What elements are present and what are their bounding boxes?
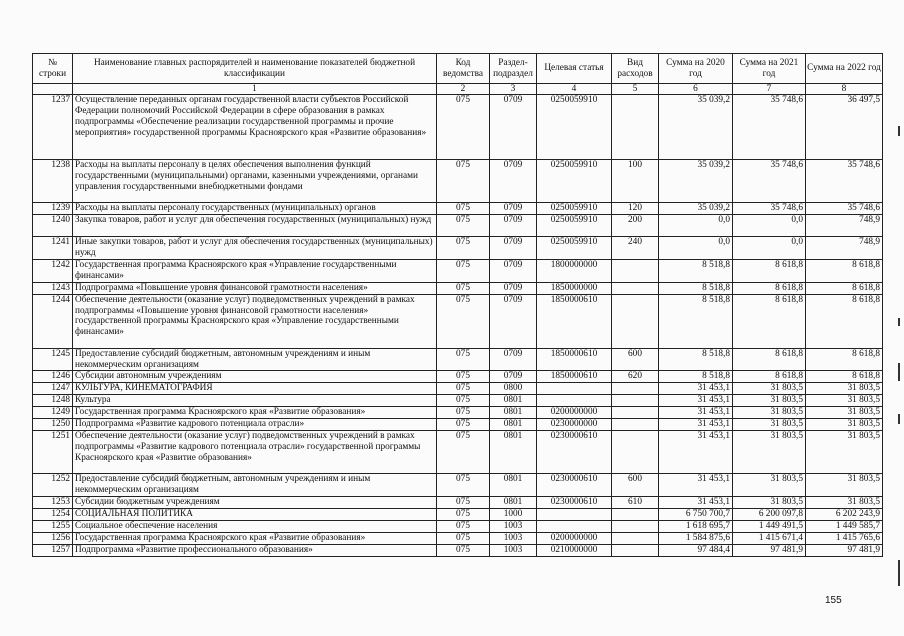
sum-2020: 35 039,2 — [659, 95, 733, 160]
sum-2021: 8 618,8 — [733, 348, 806, 371]
row-number: 1239 — [33, 203, 73, 215]
row-number: 1252 — [33, 474, 73, 497]
department-code: 075 — [437, 259, 490, 282]
target-article: 0230000610 — [537, 431, 612, 474]
table-row — [33, 509, 883, 521]
table-row — [33, 294, 883, 348]
row-name: Субсидии бюджетным учреждениям — [73, 497, 437, 509]
target-article: 0210000000 — [537, 545, 612, 557]
table-row — [33, 407, 883, 419]
section-code: 0709 — [490, 259, 537, 282]
sum-2022: 748,9 — [806, 215, 883, 237]
row-name: Расходы на выплаты персоналу в целях обеспечения выполнения функций государственными (муниципальными) органами, казенными учреждениями, органами управления государственными внебюджетными фондами — [73, 160, 437, 203]
section-code: 1000 — [490, 509, 537, 521]
row-name: Закупка товаров, работ и услуг для обеспечения государственных (муниципальных) нужд — [73, 215, 437, 237]
column-number: 4 — [537, 84, 612, 95]
row-number: 1251 — [33, 431, 73, 474]
row-number: 1256 — [33, 533, 73, 545]
sum-2020: 1 618 695,7 — [659, 521, 733, 533]
target-article — [537, 383, 612, 395]
row-number: 1255 — [33, 521, 73, 533]
section-code: 0801 — [490, 431, 537, 474]
sum-2021: 8 618,8 — [733, 294, 806, 348]
row-number: 1240 — [33, 215, 73, 237]
section-code: 0801 — [490, 395, 537, 407]
row-name: Обеспечение деятельности (оказание услуг) подведомственных учреждений в рамках подпрограммы «Повышение уровня финансовой грамотности населения» государственной программы Красноярского края «Управление государственными финансами» — [73, 294, 437, 348]
sum-2020: 31 453,1 — [659, 395, 733, 407]
sum-2021: 31 803,5 — [733, 419, 806, 431]
department-code: 075 — [437, 419, 490, 431]
table-header-row — [33, 54, 883, 84]
expense-type: 240 — [612, 237, 659, 260]
page-number: 155 — [825, 595, 842, 606]
sum-2020: 8 518,8 — [659, 259, 733, 282]
table-row — [33, 160, 883, 203]
section-code: 1003 — [490, 545, 537, 557]
scan-margin-mark — [898, 318, 900, 326]
budget-table — [32, 53, 883, 557]
column-number: 1 — [73, 84, 437, 95]
row-number: 1249 — [33, 407, 73, 419]
expense-type — [612, 521, 659, 533]
sum-2020: 0,0 — [659, 215, 733, 237]
target-article — [537, 521, 612, 533]
row-name: Государственная программа Красноярского края «Развитие образования» — [73, 407, 437, 419]
header-sum-2021: Сумма на 2021 год — [733, 54, 806, 84]
sum-2020: 31 453,1 — [659, 419, 733, 431]
target-article: 0200000000 — [537, 533, 612, 545]
target-article: 0250059910 — [537, 203, 612, 215]
row-number: 1243 — [33, 282, 73, 294]
section-code: 0800 — [490, 383, 537, 395]
department-code: 075 — [437, 407, 490, 419]
target-article: 0200000000 — [537, 407, 612, 419]
row-name: Осуществление переданных органам государственной власти субъектов Российской Федерации полномочий Российской Федерации в сфере образования в рамках подпрограммы «Обеспечение реализации государственной программы и прочие мероприятия» государственной программы Красноярского края «Развитие образования» — [73, 95, 437, 160]
expense-type — [612, 407, 659, 419]
row-name: Иные закупки товаров, работ и услуг для обеспечения государственных (муниципальных) нужд — [73, 237, 437, 260]
sum-2021: 35 748,6 — [733, 203, 806, 215]
expense-type — [612, 545, 659, 557]
target-article: 1850000610 — [537, 371, 612, 383]
sum-2022: 31 803,5 — [806, 474, 883, 497]
sum-2020: 35 039,2 — [659, 203, 733, 215]
expense-type — [612, 509, 659, 521]
expense-type: 610 — [612, 497, 659, 509]
table-row — [33, 395, 883, 407]
target-article: 0250059910 — [537, 237, 612, 260]
expense-type: 600 — [612, 474, 659, 497]
section-code: 0709 — [490, 215, 537, 237]
sum-2020: 35 039,2 — [659, 160, 733, 203]
target-article: 1800000000 — [537, 259, 612, 282]
department-code: 075 — [437, 431, 490, 474]
sum-2020: 6 750 700,7 — [659, 509, 733, 521]
row-name: Расходы на выплаты персоналу государственных (муниципальных) органов — [73, 203, 437, 215]
column-number: 2 — [437, 84, 490, 95]
sum-2022: 1 415 765,6 — [806, 533, 883, 545]
row-name: Подпрограмма «Развитие профессионального образования» — [73, 545, 437, 557]
table-row — [33, 237, 883, 260]
scan-margin-mark — [898, 126, 900, 136]
section-code: 0709 — [490, 95, 537, 160]
sum-2020: 8 518,8 — [659, 282, 733, 294]
row-number: 1257 — [33, 545, 73, 557]
target-article: 1850000610 — [537, 294, 612, 348]
row-name: Культура — [73, 395, 437, 407]
table-row — [33, 348, 883, 371]
header-row-number: № строки — [33, 54, 73, 84]
sum-2020: 31 453,1 — [659, 497, 733, 509]
row-name: Предоставление субсидий бюджетным, автономным учреждениям и иным некоммерческим организациям — [73, 348, 437, 371]
expense-type — [612, 533, 659, 545]
table-row — [33, 431, 883, 474]
department-code: 075 — [437, 203, 490, 215]
row-name: СОЦИАЛЬНАЯ ПОЛИТИКА — [73, 509, 437, 521]
department-code: 075 — [437, 237, 490, 260]
sum-2021: 31 803,5 — [733, 474, 806, 497]
sum-2020: 31 453,1 — [659, 474, 733, 497]
sum-2022: 6 202 243,9 — [806, 509, 883, 521]
section-code: 0709 — [490, 348, 537, 371]
row-name: Подпрограмма «Повышение уровня финансовой грамотности населения» — [73, 282, 437, 294]
section-code: 0709 — [490, 282, 537, 294]
sum-2022: 8 618,8 — [806, 282, 883, 294]
sum-2021: 31 803,5 — [733, 407, 806, 419]
sum-2021: 6 200 097,8 — [733, 509, 806, 521]
department-code: 075 — [437, 509, 490, 521]
sum-2021: 8 618,8 — [733, 259, 806, 282]
header-expense-type: Вид расходов — [612, 54, 659, 84]
sum-2020: 97 484,4 — [659, 545, 733, 557]
sum-2022: 8 618,8 — [806, 294, 883, 348]
sum-2021: 35 748,6 — [733, 95, 806, 160]
table-row — [33, 259, 883, 282]
sum-2022: 35 748,6 — [806, 160, 883, 203]
table-row — [33, 371, 883, 383]
sum-2020: 8 518,8 — [659, 371, 733, 383]
sum-2021: 0,0 — [733, 215, 806, 237]
expense-type — [612, 431, 659, 474]
sum-2022: 31 803,5 — [806, 497, 883, 509]
sum-2021: 31 803,5 — [733, 395, 806, 407]
table-row — [33, 521, 883, 533]
expense-type — [612, 294, 659, 348]
sum-2022: 36 497,5 — [806, 95, 883, 160]
department-code: 075 — [437, 348, 490, 371]
sum-2022: 31 803,5 — [806, 383, 883, 395]
header-department-code: Код ведомства — [437, 54, 490, 84]
sum-2021: 8 618,8 — [733, 371, 806, 383]
sum-2020: 8 518,8 — [659, 348, 733, 371]
target-article: 1850000610 — [537, 348, 612, 371]
table-body — [33, 95, 883, 557]
department-code: 075 — [437, 497, 490, 509]
row-name: Социальное обеспечение населения — [73, 521, 437, 533]
sum-2022: 31 803,5 — [806, 407, 883, 419]
sum-2020: 8 518,8 — [659, 294, 733, 348]
department-code: 075 — [437, 160, 490, 203]
section-code: 0801 — [490, 407, 537, 419]
row-number: 1248 — [33, 395, 73, 407]
expense-type — [612, 259, 659, 282]
section-code: 0709 — [490, 237, 537, 260]
column-number — [33, 84, 73, 95]
row-number: 1250 — [33, 419, 73, 431]
row-name: Субсидии автономным учреждениям — [73, 371, 437, 383]
header-sum-2022: Сумма на 2022 год — [806, 54, 883, 84]
target-article: 0230000000 — [537, 419, 612, 431]
sum-2021: 31 803,5 — [733, 431, 806, 474]
header-section: Раздел-подраздел — [490, 54, 537, 84]
sum-2022: 35 748,6 — [806, 203, 883, 215]
department-code: 075 — [437, 282, 490, 294]
sum-2020: 31 453,1 — [659, 407, 733, 419]
row-number: 1245 — [33, 348, 73, 371]
target-article: 1850000000 — [537, 282, 612, 294]
scan-margin-mark — [898, 414, 900, 424]
sum-2022: 748,9 — [806, 237, 883, 260]
department-code: 075 — [437, 533, 490, 545]
target-article: 0230000610 — [537, 497, 612, 509]
sum-2021: 1 415 671,4 — [733, 533, 806, 545]
sum-2022: 31 803,5 — [806, 395, 883, 407]
column-number: 6 — [659, 84, 733, 95]
department-code: 075 — [437, 215, 490, 237]
sum-2022: 31 803,5 — [806, 419, 883, 431]
expense-type — [612, 383, 659, 395]
expense-type — [612, 95, 659, 160]
department-code: 075 — [437, 395, 490, 407]
sum-2021: 35 748,6 — [733, 160, 806, 203]
table-row — [33, 419, 883, 431]
expense-type: 600 — [612, 348, 659, 371]
section-code: 0801 — [490, 419, 537, 431]
row-number: 1247 — [33, 383, 73, 395]
row-number: 1237 — [33, 95, 73, 160]
column-number: 8 — [806, 84, 883, 95]
department-code: 075 — [437, 521, 490, 533]
expense-type: 100 — [612, 160, 659, 203]
department-code: 075 — [437, 294, 490, 348]
scan-margin-mark — [898, 363, 900, 381]
scan-margin-mark — [898, 560, 900, 586]
table-row — [33, 215, 883, 237]
target-article — [537, 509, 612, 521]
header-target-article: Целевая статья — [537, 54, 612, 84]
expense-type: 620 — [612, 371, 659, 383]
header-sum-2020: Сумма на 2020 год — [659, 54, 733, 84]
table-row — [33, 545, 883, 557]
target-article — [537, 395, 612, 407]
sum-2022: 8 618,8 — [806, 371, 883, 383]
section-code: 1003 — [490, 533, 537, 545]
table-row — [33, 95, 883, 160]
sum-2020: 0,0 — [659, 237, 733, 260]
sum-2022: 8 618,8 — [806, 259, 883, 282]
section-code: 0709 — [490, 294, 537, 348]
table-row — [33, 533, 883, 545]
table-row — [33, 282, 883, 294]
row-number: 1253 — [33, 497, 73, 509]
row-name: Обеспечение деятельности (оказание услуг) подведомственных учреждений в рамках подпрограммы «Развитие кадрового потенциала отрасли» государственной программы Красноярского края «Развитие образования» — [73, 431, 437, 474]
row-name: КУЛЬТУРА, КИНЕМАТОГРАФИЯ — [73, 383, 437, 395]
row-name: Государственная программа Красноярского края «Развитие образования» — [73, 533, 437, 545]
sum-2020: 31 453,1 — [659, 431, 733, 474]
target-article: 0250059910 — [537, 95, 612, 160]
sum-2021: 31 803,5 — [733, 497, 806, 509]
section-code: 1003 — [490, 521, 537, 533]
department-code: 075 — [437, 383, 490, 395]
column-number: 5 — [612, 84, 659, 95]
sum-2022: 8 618,8 — [806, 348, 883, 371]
department-code: 075 — [437, 371, 490, 383]
column-number: 3 — [490, 84, 537, 95]
section-code: 0709 — [490, 160, 537, 203]
table-row — [33, 497, 883, 509]
row-name: Предоставление субсидий бюджетным, автономным учреждениям и иным некоммерческим организациям — [73, 474, 437, 497]
sum-2022: 31 803,5 — [806, 431, 883, 474]
section-code: 0801 — [490, 497, 537, 509]
sum-2020: 1 584 875,6 — [659, 533, 733, 545]
sum-2021: 8 618,8 — [733, 282, 806, 294]
sum-2021: 0,0 — [733, 237, 806, 260]
expense-type: 120 — [612, 203, 659, 215]
table-row — [33, 474, 883, 497]
section-code: 0709 — [490, 203, 537, 215]
expense-type — [612, 282, 659, 294]
target-article: 0250059910 — [537, 215, 612, 237]
department-code: 075 — [437, 474, 490, 497]
department-code: 075 — [437, 95, 490, 160]
header-name: Наименование главных распорядителей и наименование показателей бюджетной классификации — [73, 54, 437, 84]
sum-2020: 31 453,1 — [659, 383, 733, 395]
target-article: 0250059910 — [537, 160, 612, 203]
sum-2021: 31 803,5 — [733, 383, 806, 395]
row-number: 1238 — [33, 160, 73, 203]
sum-2021: 1 449 491,5 — [733, 521, 806, 533]
expense-type: 200 — [612, 215, 659, 237]
table-row — [33, 203, 883, 215]
expense-type — [612, 419, 659, 431]
department-code: 075 — [437, 545, 490, 557]
column-number-row — [33, 84, 883, 95]
row-number: 1242 — [33, 259, 73, 282]
row-name: Государственная программа Красноярского края «Управление государственными финансами» — [73, 259, 437, 282]
row-number: 1241 — [33, 237, 73, 260]
section-code: 0709 — [490, 371, 537, 383]
row-number: 1244 — [33, 294, 73, 348]
table-row — [33, 383, 883, 395]
sum-2022: 1 449 585,7 — [806, 521, 883, 533]
row-number: 1246 — [33, 371, 73, 383]
target-article: 0230000610 — [537, 474, 612, 497]
section-code: 0801 — [490, 474, 537, 497]
expense-type — [612, 395, 659, 407]
row-name: Подпрограмма «Развитие кадрового потенциала отрасли» — [73, 419, 437, 431]
sum-2021: 97 481,9 — [733, 545, 806, 557]
column-number: 7 — [733, 84, 806, 95]
sum-2022: 97 481,9 — [806, 545, 883, 557]
row-number: 1254 — [33, 509, 73, 521]
